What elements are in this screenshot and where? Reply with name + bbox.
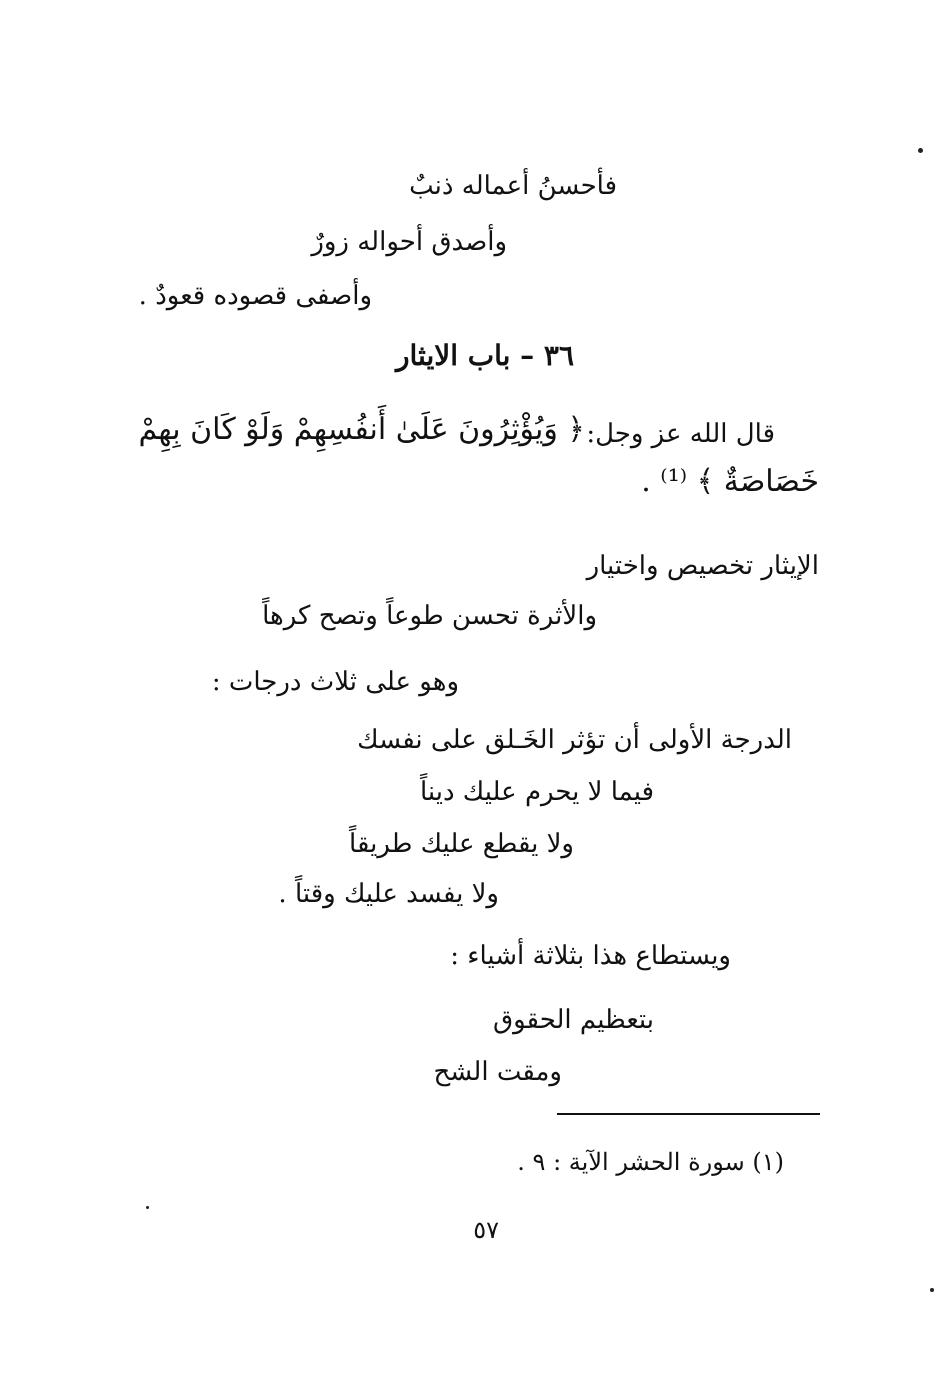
body-line-5: فيما لا يحرم عليك ديناً	[419, 777, 654, 807]
footnote: (١) سورة الحشر الآية : ٩ .	[517, 1148, 784, 1176]
body-line-9: بتعظيم الحقوق	[492, 1005, 654, 1035]
body-line-10: ومقت الشح	[433, 1057, 562, 1087]
chapter-heading: ٣٦ – باب الايثار	[395, 339, 574, 372]
verse-line-1: فأحسنُ أعماله ذنبٌ	[409, 171, 617, 201]
scan-speck	[146, 1206, 149, 1209]
quran-verse-line-2: خَصَاصَةٌ ﴾ ⁽¹⁾ .	[641, 464, 819, 499]
quran-verse-line-1: ﴿ وَيُؤْثِرُونَ عَلَىٰ أَنفُسِهِمْ وَلَوْ كَانَ بِهِمْ	[138, 412, 585, 447]
body-line-4: الدرجة الأولى أن تؤثر الخَـلق على نفسك	[357, 725, 792, 755]
body-line-3: وهو على ثلاث درجات :	[211, 667, 459, 697]
body-line-1: الإيثار تخصيص واختيار	[586, 551, 819, 581]
scan-speck	[930, 1288, 934, 1292]
body-line-7: ولا يفسد عليك وقتاً .	[278, 879, 499, 909]
scan-speck	[918, 148, 923, 153]
verse-line-2: وأصدق أحواله زورٌ	[311, 227, 507, 257]
footnote-divider	[557, 1113, 820, 1115]
verse-line-3: وأصفى قصوده قعودٌ .	[138, 281, 372, 311]
quran-intro-lead: قال الله عز وجل:	[586, 419, 775, 449]
body-line-2: والأثرة تحسن طوعاً وتصح كرهاً	[262, 601, 597, 631]
body-line-8: ويستطاع هذا بثلاثة أشياء :	[450, 941, 731, 971]
page-number: ٥٧	[473, 1216, 499, 1244]
body-line-6: ولا يقطع عليك طريقاً	[349, 829, 574, 859]
